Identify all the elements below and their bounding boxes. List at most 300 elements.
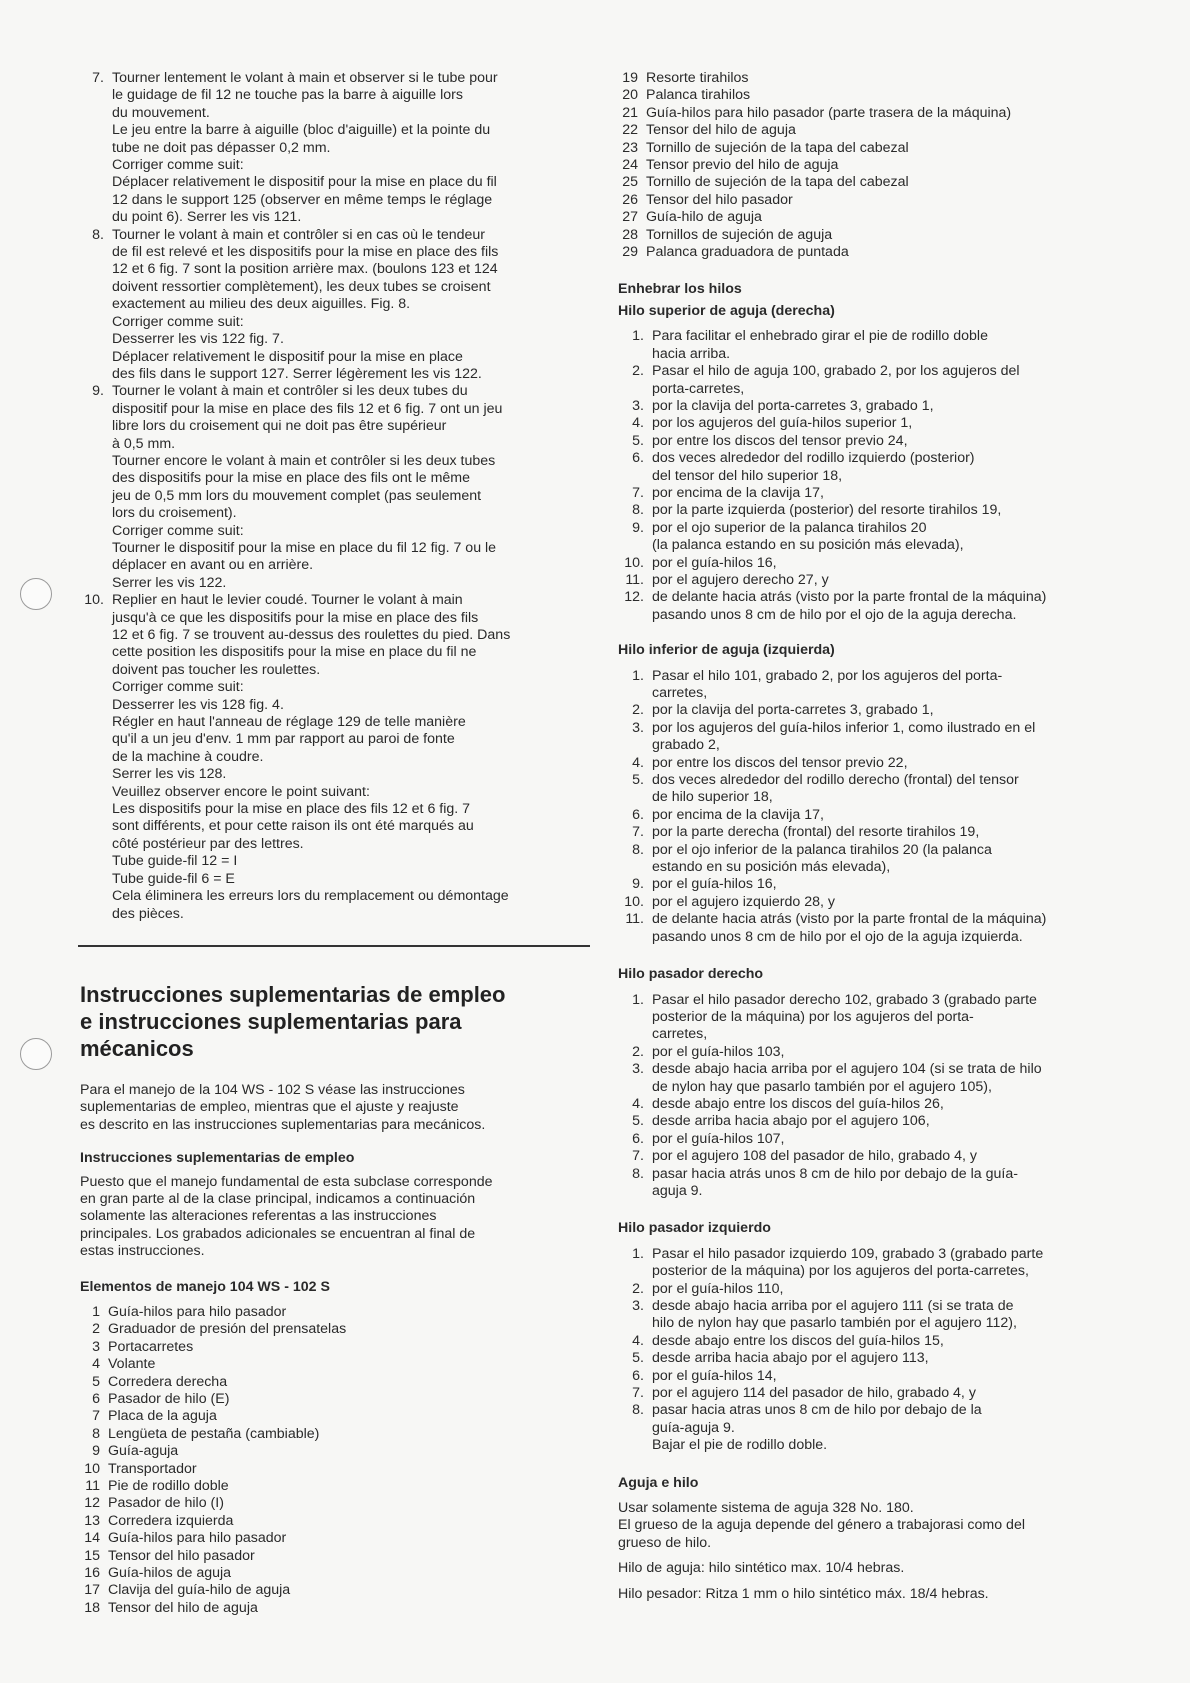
element-label: Guía-hilos para hilo pasador (parte trasera de la máquina) [646, 104, 1012, 121]
text-line: desde abajo hacia arriba por el agujero 111 (si se trata de [652, 1298, 1014, 1314]
text-line: jusqu'à ce que les dispositifs pour la mise en place des fils [112, 609, 479, 626]
element-number: 18 [84, 1599, 100, 1616]
element-number: 5 [92, 1373, 100, 1390]
text-line: Tourner encore le volant à main et contrôler si les deux tubes [112, 452, 496, 469]
text-line: déplacer en avant ou en arrière. [112, 557, 314, 574]
text-line: des pièces. [112, 905, 184, 922]
step-text [652, 415, 1123, 432]
text-line: grueso de hilo. [618, 1534, 712, 1551]
text-line: Puesto que el manejo fundamental de esta subclase corresponde [80, 1173, 493, 1190]
list-item [618, 1131, 1123, 1148]
step-text [652, 502, 1123, 519]
element-label: Corredera derecha [108, 1373, 228, 1390]
element-number: 14 [84, 1530, 100, 1547]
text-line: Serrer les vis 122. [112, 574, 227, 591]
list-item [618, 70, 1123, 87]
text-line: por el agujero derecho 27, y [652, 571, 829, 588]
list-item [80, 1356, 595, 1373]
element-number: 20 [622, 87, 638, 104]
text-line: Tube guide-fil 12 = I [112, 853, 238, 870]
step-number: 9. [632, 519, 644, 536]
step-number: 10. [84, 592, 104, 609]
list-item [618, 1385, 1123, 1402]
step-text [652, 1113, 1123, 1130]
threading-steps [618, 668, 1123, 947]
list-item [80, 70, 595, 227]
needle-heading: Aguja e hilo [618, 1474, 699, 1491]
needle-paragraph [618, 1500, 1123, 1552]
text-line: le guidage de fil 12 ne touche pas la barre à aiguille lors [112, 87, 463, 104]
list-item [618, 911, 1123, 946]
step-number: 7. [92, 70, 104, 86]
text-line: Cela éliminera les erreurs lors du remplacement ou démontage [112, 888, 509, 905]
elements-list-continued [618, 70, 1123, 261]
step-text [652, 1350, 1123, 1367]
step-text [652, 720, 1123, 755]
list-item [80, 1530, 595, 1547]
text-line: solamente las alteraciones referentas a las instrucciones [80, 1208, 437, 1225]
text-line: cette position les dispositifs pour la mise en place du fil ne [112, 644, 477, 661]
text-line: carretes, [652, 685, 708, 701]
list-item [618, 174, 1123, 191]
step-text [652, 842, 1123, 877]
text-line: de fil est relevé et les dispositifs pour la mise en place des fils [112, 244, 499, 261]
text-line: hilo de nylon hay que pasarlo también por el agujero 112), [652, 1315, 1017, 1332]
step-number: 6. [632, 450, 644, 467]
list-item [80, 1495, 595, 1512]
list-item [618, 807, 1123, 824]
step-text [652, 589, 1123, 624]
step-number: 2. [632, 1043, 644, 1060]
list-item [618, 1402, 1123, 1454]
text-line: por el guía-hilos 110, [652, 1280, 784, 1297]
list-item [618, 502, 1123, 519]
text-line: (la palanca estando en su posición más elevada), [652, 537, 964, 554]
left-column [80, 70, 595, 1617]
list-item [80, 1408, 595, 1425]
list-item [618, 1333, 1123, 1350]
text-line: por entre los discos del tensor previo 24, [652, 432, 908, 449]
element-label: Guía-hilos para hilo pasador [108, 1530, 287, 1547]
list-item [618, 668, 1123, 703]
list-item [618, 1113, 1123, 1130]
thread-pasador-spec: Hilo pesador: Ritza 1 mm o hilo sintético máx. 18/4 hebras. [618, 1585, 989, 1602]
text-line: pasar hacia atrás unos 8 cm de hilo por debajo de la guía- [652, 1165, 1018, 1182]
element-label: Pasador de hilo (E) [108, 1391, 230, 1407]
text-line: Serrer les vis 128. [112, 766, 227, 783]
text-line: por el ojo inferior de la palanca tirahilos 20 (la palanca [652, 841, 992, 858]
list-item [80, 1548, 595, 1565]
text-line: lors du croisement). [112, 505, 237, 522]
list-item [618, 363, 1123, 398]
list-item [618, 1298, 1123, 1333]
element-number: 13 [84, 1512, 100, 1529]
punch-hole-top [20, 578, 52, 610]
step-number: 8. [632, 841, 644, 858]
list-item [80, 1391, 595, 1408]
subsection-heading: Instrucciones suplementarias de empleo [80, 1150, 355, 1167]
step-text [652, 572, 1123, 589]
list-item [80, 1321, 595, 1338]
step-text [652, 1044, 1123, 1061]
text-line: Corriger comme suit: [112, 679, 244, 696]
step-text [652, 555, 1123, 572]
section-heading [80, 981, 595, 1062]
element-number: 29 [622, 244, 638, 261]
text-line: Corriger comme suit: [112, 313, 244, 330]
list-item [618, 140, 1123, 157]
text-line: por el agujero 108 del pasador de hilo, grabado 4, y [652, 1148, 977, 1165]
text-line: Les dispositifs pour la mise en place des fils 12 et 6 fig. 7 [112, 801, 471, 818]
step-number: 7. [632, 1385, 644, 1402]
step-text [112, 70, 595, 227]
element-label: Tornillo de sujeción de la tapa del cabezal [646, 139, 909, 156]
step-number: 1. [632, 1245, 644, 1262]
text-line: Corriger comme suit: [112, 522, 244, 539]
step-text [652, 1281, 1123, 1298]
step-number: 3. [632, 1298, 644, 1314]
text-line: 12 et 6 fig. 7 sont la position arrière max. (boulons 123 et 124 [112, 261, 498, 278]
list-item [618, 398, 1123, 415]
text-line: carretes, [652, 1026, 708, 1043]
element-number: 11 [85, 1478, 100, 1495]
text-line: Desserrer les vis 128 fig. 4. [112, 696, 284, 713]
text-line: Pasar el hilo de aguja 100, grabado 2, por los agujeros del [652, 363, 1020, 380]
text-line: posterior de la máquina) por los agujeros del porta-carretes, [652, 1263, 1029, 1280]
step-text [652, 894, 1123, 911]
list-item [618, 772, 1123, 807]
text-line: por el guía-hilos 16, [652, 876, 777, 893]
list-item [618, 209, 1123, 226]
step-text [652, 520, 1123, 555]
text-line: des dispositifs pour la mise en place des fils ont le même [112, 470, 471, 487]
step-number: 8. [632, 1402, 644, 1419]
step-text [652, 1148, 1123, 1165]
text-line: Tube guide-fil 6 = E [112, 870, 235, 887]
list-item [80, 1600, 595, 1617]
step-number: 6. [632, 806, 644, 823]
section-title: Hilo superior de aguja (derecha) [618, 302, 835, 319]
list-item [618, 1368, 1123, 1385]
step-number: 6. [632, 1130, 644, 1147]
step-number: 7. [632, 1148, 644, 1165]
list-item [618, 87, 1123, 104]
text-line: Déplacer relativement le dispositif pour la mise en place [112, 348, 463, 365]
step-text [652, 1402, 1123, 1454]
text-line: Replier en haut le levier coudé. Tourner le volant à main [112, 592, 463, 609]
element-label: Guía-hilos de aguja [108, 1565, 232, 1582]
element-number: 26 [622, 191, 638, 208]
list-item [618, 227, 1123, 244]
text-line: desde arriba hacia abajo por el agujero 106, [652, 1113, 930, 1130]
element-number: 17 [84, 1582, 100, 1599]
list-item [618, 157, 1123, 174]
step-number: 11. [625, 571, 644, 588]
list-item [80, 1513, 595, 1530]
list-item [618, 1096, 1123, 1113]
step-text [652, 1061, 1123, 1096]
step-text [652, 1333, 1123, 1350]
step-number: 3. [632, 397, 644, 414]
step-number: 5. [632, 1350, 644, 1367]
text-line: de la machine à coudre. [112, 748, 264, 765]
step-number: 4. [632, 1095, 644, 1112]
text-line: por la parte izquierda (posterior) del resorte tirahilos 19, [652, 502, 1002, 519]
text-line: desde abajo hacia arriba por el agujero 104 (si se trata de hilo [652, 1061, 1042, 1078]
text-line: por entre los discos del tensor previo 22, [652, 754, 908, 771]
element-label: Tensor previo del hilo de aguja [646, 157, 839, 174]
step-text [652, 433, 1123, 450]
text-line: du mouvement. [112, 104, 210, 121]
step-number: 4. [632, 754, 644, 771]
step-number: 4. [632, 1332, 644, 1349]
threading-steps [618, 1246, 1123, 1455]
step-number: 2. [632, 1280, 644, 1297]
text-line: posterior de la máquina) por los agujeros del porta- [652, 1008, 974, 1025]
step-number: 8. [92, 226, 104, 243]
text-line: Usar solamente sistema de aguja 328 No. 180. [618, 1500, 914, 1517]
step-text [652, 485, 1123, 502]
list-item [618, 122, 1123, 139]
text-line: aguja 9. [652, 1182, 703, 1199]
text-line: côté postérieur par des lettres. [112, 835, 304, 852]
step-text [652, 1166, 1123, 1201]
step-text [652, 911, 1123, 946]
list-item [618, 433, 1123, 450]
text-line: principales. Los grabados adicionales se encuentran al final de [80, 1225, 476, 1242]
element-label: Resorte tirahilos [646, 70, 749, 86]
element-number: 3 [92, 1338, 100, 1355]
element-label: Pie de rodillo doble [108, 1478, 229, 1495]
list-item [618, 1061, 1123, 1096]
text-line: desde abajo entre los discos del guía-hilos 26, [652, 1095, 944, 1112]
step-number: 6. [632, 1367, 644, 1384]
step-number: 7. [632, 824, 644, 841]
list-item [618, 572, 1123, 589]
list-item [618, 894, 1123, 911]
text-line: pasar hacia atras unos 8 cm de hilo por debajo de la [652, 1402, 982, 1419]
list-item [80, 1478, 595, 1495]
list-item [618, 876, 1123, 893]
text-line: desde arriba hacia abajo por el agujero 113, [652, 1350, 929, 1367]
list-item [80, 1426, 595, 1443]
text-line: à 0,5 mm. [112, 435, 176, 452]
text-line: por el agujero 114 del pasador de hilo, grabado 4, y [652, 1385, 976, 1402]
text-line: exactement au milieu des deux aiguilles. Fig. 8. [112, 296, 411, 313]
text-line: Bajar el pie de rodillo doble. [652, 1437, 828, 1454]
list-item [618, 702, 1123, 719]
text-line: Déplacer relativement le dispositif pour la mise en place du fil [112, 174, 497, 191]
text-line: Tourner le volant à main et contrôler si en cas où le tendeur [112, 226, 486, 243]
step-text [652, 772, 1123, 807]
element-number: 8 [92, 1425, 100, 1442]
element-number: 6 [92, 1391, 100, 1407]
text-line: du point 6). Serrer les vis 121. [112, 209, 302, 226]
step-text [652, 992, 1123, 1044]
step-number: 1. [632, 328, 644, 345]
step-number: 4. [632, 415, 644, 432]
element-label: Tensor del hilo de aguja [646, 122, 796, 139]
step-number: 3. [632, 719, 644, 736]
element-label: Guía-hilos para hilo pasador [108, 1303, 287, 1320]
step-text [652, 824, 1123, 841]
text-line: suplementarias de empleo, mientras que el ajuste y reajuste [80, 1099, 459, 1116]
element-number: 24 [622, 157, 638, 174]
step-text [652, 807, 1123, 824]
step-number: 5. [632, 772, 644, 789]
step-number: 11. [625, 911, 644, 928]
element-label: Clavija del guía-hilo de aguja [108, 1582, 291, 1599]
text-line: de delante hacia atrás (visto por la parte frontal de la máquina) [652, 911, 1047, 928]
step-number: 1. [632, 667, 644, 684]
list-item [618, 720, 1123, 755]
text-line: del tensor del hilo superior 18, [652, 467, 843, 484]
text-line: de nylon hay que pasarlo también por el agujero 105), [652, 1078, 992, 1095]
list-item [80, 227, 595, 384]
text-line: 12 dans le support 125 (observer en même temps le réglage [112, 191, 493, 208]
element-number: 15 [84, 1547, 100, 1564]
element-label: Transportador [108, 1460, 197, 1477]
text-line: es descrito en las instrucciones suplementarias para mecánicos. [80, 1116, 486, 1133]
text-line: Corriger comme suit: [112, 157, 244, 174]
step-text [652, 398, 1123, 415]
text-line: de delante hacia atrás (visto por la parte frontal de la máquina) [652, 589, 1047, 606]
element-number: 23 [622, 139, 638, 156]
list-item [80, 1565, 595, 1582]
list-item [618, 824, 1123, 841]
section-title: Hilo pasador izquierdo [618, 1220, 771, 1237]
element-label: Tornillos de sujeción de aguja [646, 226, 833, 243]
step-number: 1. [632, 991, 644, 1008]
list-item [618, 1148, 1123, 1165]
threading-steps [618, 328, 1123, 624]
element-label: Pasador de hilo (I) [108, 1495, 224, 1512]
step-text [652, 1131, 1123, 1148]
list-item [618, 1166, 1123, 1201]
step-number: 2. [632, 363, 644, 380]
thread-needle-spec: Hilo de aguja: hilo sintético max. 10/4 hebras. [618, 1560, 905, 1577]
text-line: por el guía-hilos 103, [652, 1043, 785, 1060]
text-line: Para el manejo de la 104 WS - 102 S véase las instrucciones [80, 1081, 465, 1098]
text-line: libre lors du croisement qui ne doit pas être supérieur [112, 418, 447, 435]
text-line: dispositif pour la mise en place des fils 12 et 6 fig. 7 ont un jeu [112, 400, 503, 417]
text-line: qu'il a un jeu d'env. 1 mm par rapport au paroi de fonte [112, 731, 455, 748]
list-item [618, 105, 1123, 122]
list-item [80, 1339, 595, 1356]
element-label: Palanca tirahilos [646, 87, 751, 104]
text-line: guía-aguja 9. [652, 1419, 735, 1436]
element-number: 25 [622, 174, 638, 191]
section-title: Hilo pasador derecho [618, 966, 764, 983]
text-line: Desserrer les vis 122 fig. 7. [112, 331, 284, 348]
list-item [618, 555, 1123, 572]
text-line: des fils dans le support 127. Serrer légèrement les vis 122. [112, 365, 482, 382]
list-item [618, 992, 1123, 1044]
list-item [618, 485, 1123, 502]
text-line: Pasar el hilo pasador derecho 102, grabado 3 (grabado parte [652, 991, 1037, 1008]
element-label: Corredera izquierda [108, 1512, 234, 1529]
list-item [618, 1350, 1123, 1367]
right-column [618, 70, 1123, 1603]
text-line: por el guía-hilos 107, [652, 1130, 785, 1147]
text-line: Régler en haut l'anneau de réglage 129 de telle manière [112, 714, 466, 731]
step-text [112, 227, 595, 384]
text-line: Pasar el hilo pasador izquierdo 109, grabado 3 (grabado parte [652, 1245, 1044, 1262]
text-line: dos veces alrededor del rodillo izquierdo (posterior) [652, 450, 975, 467]
element-label: Guía-aguja [108, 1443, 179, 1460]
elements-heading: Elementos de manejo 104 WS - 102 S [80, 1278, 330, 1295]
step-number: 5. [632, 1113, 644, 1130]
step-number: 12. [624, 589, 644, 606]
element-number: 28 [622, 226, 638, 243]
list-item [618, 192, 1123, 209]
section-divider [78, 945, 590, 947]
text-line: porta-carretes, [652, 380, 745, 397]
list-item [618, 450, 1123, 485]
step-text [112, 383, 595, 592]
element-number: 16 [84, 1565, 100, 1582]
text-line: Tourner lentement le volant à main et observer si le tube pour [112, 70, 498, 86]
step-text [652, 702, 1123, 719]
list-item [618, 520, 1123, 555]
text-line: por encima de la clavija 17, [652, 806, 824, 823]
text-line: por la parte derecha (frontal) del resorte tirahilos 19, [652, 824, 980, 841]
adjustment-steps [80, 70, 595, 923]
step-text [112, 592, 595, 923]
text-line: 12 et 6 fig. 7 se trouvent au-dessus des roulettes du pied. Dans [112, 627, 511, 643]
element-number: 4 [92, 1356, 100, 1373]
text-line: estas instrucciones. [80, 1243, 205, 1260]
threading-heading: Enhebrar los hilos [618, 281, 742, 298]
step-text [652, 1246, 1123, 1281]
list-item [80, 1461, 595, 1478]
step-text [652, 328, 1123, 363]
element-label: Placa de la aguja [108, 1408, 217, 1425]
element-label: Tensor del hilo pasador [108, 1547, 255, 1564]
text-line: Tourner le volant à main et contrôler si les deux tubes du [112, 383, 468, 400]
element-number: 21 [622, 104, 638, 121]
list-item [618, 328, 1123, 363]
list-item [80, 592, 595, 923]
text-line: en gran parte al de la clase principal, indicamos a continuación [80, 1190, 476, 1207]
step-text [652, 363, 1123, 398]
text-line: hacia arriba. [652, 345, 731, 362]
text-line: Veuillez observer encore le point suivant: [112, 783, 370, 800]
heading-line: Instrucciones suplementarias de empleo [80, 981, 506, 1007]
element-number: 12 [84, 1495, 100, 1512]
text-line: de hilo superior 18, [652, 789, 773, 806]
text-line: por el agujero izquierdo 28, y [652, 893, 835, 910]
list-item [618, 755, 1123, 772]
list-item [618, 415, 1123, 432]
text-line: Le jeu entre la barre à aiguille (bloc d'aiguille) et la pointe du [112, 122, 491, 139]
section-title: Hilo inferior de aguja (izquierda) [618, 642, 835, 659]
element-label: Lengüeta de pestaña (cambiable) [108, 1425, 320, 1442]
list-item [80, 1582, 595, 1599]
step-number: 9. [632, 876, 644, 893]
step-text [652, 1368, 1123, 1385]
text-line: sont différents, et pour cette raison ils ont été marqués au [112, 818, 474, 835]
text-line: estando en su posición más elevada), [652, 859, 891, 876]
text-line: jeu de 0,5 mm lors du mouvement complet (pas seulement [112, 487, 482, 504]
element-number: 10 [84, 1460, 100, 1477]
subsection-paragraph [80, 1174, 595, 1261]
step-number: 10. [624, 554, 644, 571]
step-number: 5. [632, 432, 644, 449]
list-item [618, 589, 1123, 624]
elements-list [80, 1304, 595, 1617]
element-label: Tornillo de sujeción de la tapa del cabezal [646, 174, 909, 191]
